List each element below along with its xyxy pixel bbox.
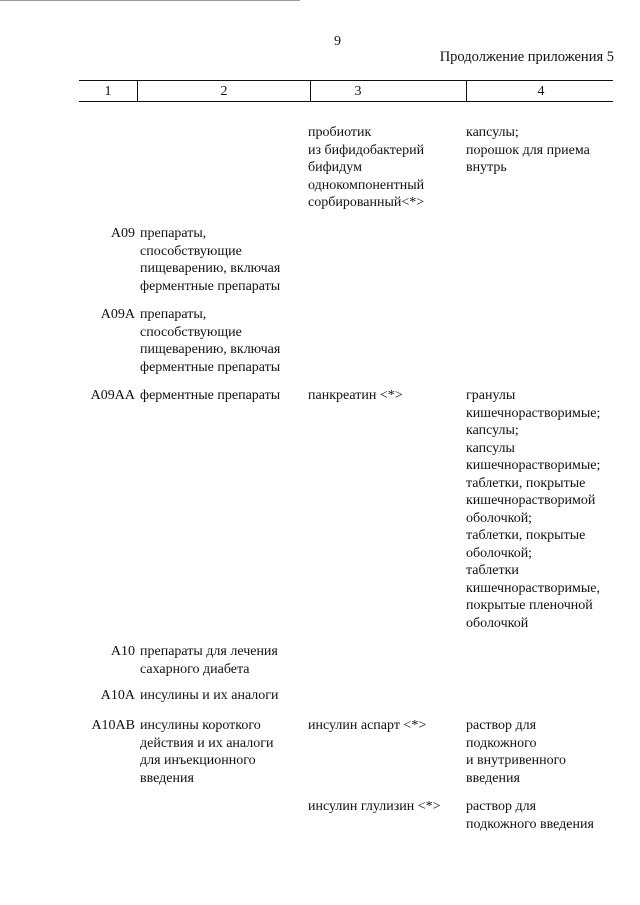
group-name-line: для инъекционного [140,753,256,768]
group-name-line: способствующие [140,324,242,340]
drug-cell [308,124,463,212]
group-name-line: препараты, [140,307,207,322]
page-number: 9 [334,34,341,49]
group-cell [140,643,305,678]
drug-name-line: сорбированный<*> [308,195,425,210]
dosage-form-line: внутрь [466,160,507,175]
drug-name-line: из бифидобактерий [308,142,425,158]
dosage-form-line: оболочкой; [466,545,533,561]
dosage-form-line: капсулы; [466,125,519,140]
group-name-line: ферментные препараты [140,359,281,375]
group-cell [140,687,305,705]
atc-code: А10А [100,688,135,703]
drug-name-line: однокомпонентный [308,177,425,193]
drug-cell [308,798,463,816]
forms-cell [466,717,636,787]
top-rule [0,0,300,1]
group-name-line: сахарного диабета [140,661,250,677]
column-divider [466,80,467,101]
dosage-form-line: подкожного [466,735,537,751]
group-name-line: пищеварению, включая [140,261,281,276]
dosage-form-line: порошок для приема [466,142,590,158]
header-cell-3: 3 [354,84,362,99]
drug-cell [308,387,463,405]
atc-code: А09 [110,226,135,241]
atc-code: А09А [100,307,135,322]
forms-cell [466,124,636,177]
dosage-form-line: таблетки, покрытые [466,528,586,543]
dosage-form-line: покрытые пленочной [466,598,593,613]
group-name-line: способствующие [140,243,242,259]
continuation-label: Продолжение приложения 5 [439,49,614,65]
dosage-form-line: гранулы [466,388,516,403]
group-name-line: ферментные препараты [140,388,281,403]
atc-code: А10 [110,644,135,659]
group-cell [140,717,305,787]
group-cell [140,387,305,405]
dosage-form-line: кишечнорастворимые; [466,405,601,421]
dosage-form-line: таблетки, покрытые [466,475,586,491]
dosage-form-line: капсулы [466,440,515,456]
group-name-line: инсулины и их аналоги [140,688,279,703]
dosage-form-line: раствор для [466,718,537,733]
dosage-form-line: таблетки [466,563,519,578]
atc-code: А10АВ [91,718,135,733]
group-name-line: препараты, [140,226,207,241]
dosage-form-line: кишечнорастворимые, [466,580,601,596]
drug-name-line: инсулин глулизин <*> [308,799,441,814]
group-name-line: введения [140,770,194,786]
dosage-form-line: капсулы; [466,423,519,438]
dosage-form-line: раствор для [466,799,537,814]
dosage-form-line: кишечнорастворимые; [466,458,601,473]
header-bottom-border [79,101,613,102]
header-cell-1: 1 [104,84,112,99]
drug-name-line: пробиотик [308,125,372,140]
dosage-form-line: оболочкой [466,615,529,631]
drug-name-line: панкреатин <*> [308,388,403,403]
dosage-form-line: оболочкой; [466,510,533,526]
forms-cell [466,387,636,632]
column-divider [310,80,311,101]
drug-name-line: бифидум [308,160,362,175]
group-name-line: препараты для лечения [140,644,278,659]
dosage-form-line: и внутривенного [466,753,566,768]
forms-cell [466,798,636,833]
atc-code: А09АА [90,388,135,403]
dosage-form-line: введения [466,770,520,786]
header-cell-2: 2 [220,84,228,99]
group-name-line: инсулины короткого [140,718,261,733]
header-cell-4: 4 [537,84,545,99]
group-name-line: ферментные препараты [140,278,281,294]
group-name-line: пищеварению, включая [140,342,281,357]
drug-cell [308,717,463,735]
group-cell [140,225,305,295]
header-top-border [79,80,613,81]
dosage-form-line: подкожного введения [466,816,594,832]
dosage-form-line: кишечнорастворимой [466,493,596,508]
group-cell [140,306,305,376]
group-name-line: действия и их аналоги [140,735,274,751]
drug-name-line: инсулин аспарт <*> [308,718,427,733]
